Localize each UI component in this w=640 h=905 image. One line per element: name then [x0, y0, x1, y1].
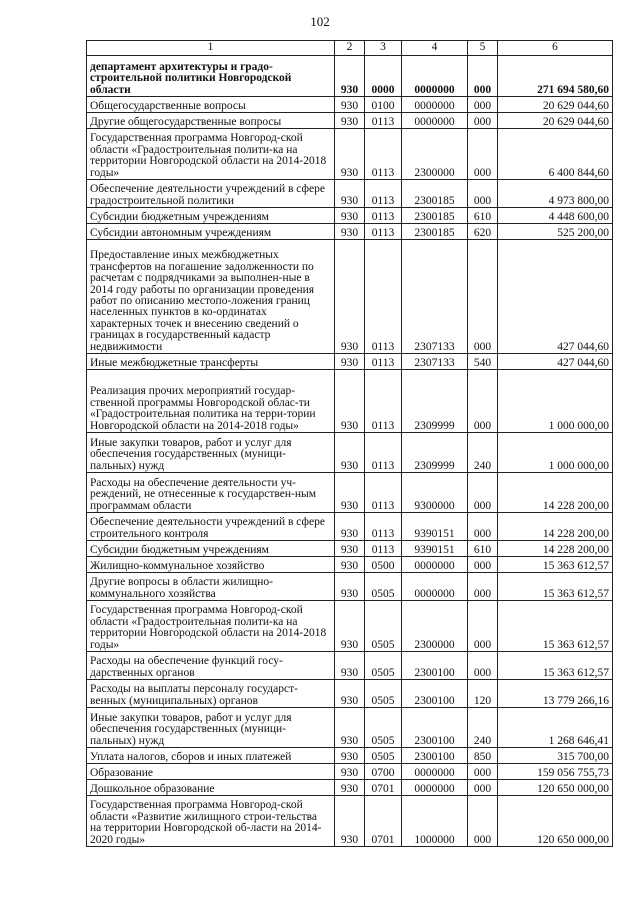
amount-cell: 20 629 044,60 — [498, 113, 613, 129]
description-cell: департамент архитектуры и градо-строительной политики Новгородской области — [87, 56, 335, 97]
expense-type-cell: 000 — [468, 370, 498, 433]
description-cell: Дошкольное образование — [87, 780, 335, 796]
description-cell: Субсидии бюджетным учреждениям — [87, 208, 335, 224]
target-article-cell: 0000000 — [402, 97, 468, 113]
description-cell: Иные закупки товаров, работ и услуг для обеспечения государственных (муници-пальных) нужд — [87, 433, 335, 473]
section-code-cell: 0100 — [365, 97, 402, 113]
table-row — [87, 56, 613, 97]
header-cell: 3 — [365, 41, 402, 56]
expense-type-cell: 000 — [468, 573, 498, 601]
target-article-cell: 0000000 — [402, 56, 468, 97]
header-cell: 1 — [87, 41, 335, 56]
expense-type-cell: 610 — [468, 208, 498, 224]
description-cell: Уплата налогов, сборов и иных платежей — [87, 748, 335, 764]
table-row — [87, 473, 613, 513]
table-row — [87, 601, 613, 652]
section-code-cell: 0113 — [365, 513, 402, 541]
target-article-cell: 0000000 — [402, 113, 468, 129]
target-article-cell: 0000000 — [402, 557, 468, 573]
table-row — [87, 680, 613, 708]
expense-type-cell: 000 — [468, 97, 498, 113]
expense-type-cell: 000 — [468, 513, 498, 541]
grbs-code-cell: 930 — [335, 764, 365, 780]
expense-type-cell: 000 — [468, 601, 498, 652]
grbs-code-cell: 930 — [335, 796, 365, 847]
description-cell: Другие вопросы в области жилищно-коммунального хозяйства — [87, 573, 335, 601]
table-row — [87, 557, 613, 573]
amount-cell: 271 694 580,60 — [498, 56, 613, 97]
amount-cell: 1 000 000,00 — [498, 433, 613, 473]
expense-type-cell: 000 — [468, 56, 498, 97]
description-cell: Реализация прочих мероприятий государ-ственной программы Новгородской облас-ти «Градостроительная политика на терри-тории Новгородской области на 2014-2018 годы» — [87, 370, 335, 433]
description-cell: Государственная программа Новгород-ской области «Градостроительная полити-ка на территории Новгородской области на 2014-2018 годы» — [87, 129, 335, 180]
description-cell: Иные закупки товаров, работ и услуг для обеспечения государственных (муници-пальных) нужд — [87, 708, 335, 748]
table-row — [87, 764, 613, 780]
table-row — [87, 208, 613, 224]
target-article-cell: 2300000 — [402, 601, 468, 652]
grbs-code-cell: 930 — [335, 370, 365, 433]
section-code-cell: 0113 — [365, 370, 402, 433]
table-row — [87, 652, 613, 680]
table-row — [87, 129, 613, 180]
description-cell: Общегосударственные вопросы — [87, 97, 335, 113]
section-code-cell: 0113 — [365, 180, 402, 208]
table-row — [87, 796, 613, 847]
table-row — [87, 97, 613, 113]
table-row — [87, 240, 613, 354]
table-row — [87, 113, 613, 129]
budget-table-body — [87, 41, 613, 847]
table-row — [87, 541, 613, 557]
expense-type-cell: 000 — [468, 240, 498, 354]
description-cell: Государственная программа Новгород-ской области «Развитие жилищного строи-тельства на территории Новгородской об-ласти на 2014-2020 годы» — [87, 796, 335, 847]
grbs-code-cell: 930 — [335, 354, 365, 370]
expense-type-cell: 000 — [468, 129, 498, 180]
amount-cell: 120 650 000,00 — [498, 780, 613, 796]
expense-type-cell: 000 — [468, 113, 498, 129]
amount-cell: 15 363 612,57 — [498, 573, 613, 601]
expense-type-cell: 000 — [468, 780, 498, 796]
table-row — [87, 708, 613, 748]
amount-cell: 315 700,00 — [498, 748, 613, 764]
description-cell: Субсидии бюджетным учреждениям — [87, 541, 335, 557]
target-article-cell: 2300185 — [402, 224, 468, 240]
grbs-code-cell: 930 — [335, 541, 365, 557]
grbs-code-cell: 930 — [335, 573, 365, 601]
amount-cell: 4 973 800,00 — [498, 180, 613, 208]
expense-type-cell: 000 — [468, 473, 498, 513]
table-row — [87, 748, 613, 764]
grbs-code-cell: 930 — [335, 56, 365, 97]
target-article-cell: 0000000 — [402, 573, 468, 601]
header-cell: 2 — [335, 41, 365, 56]
grbs-code-cell: 930 — [335, 601, 365, 652]
amount-cell: 15 363 612,57 — [498, 601, 613, 652]
amount-cell: 427 044,60 — [498, 240, 613, 354]
description-cell: Расходы на выплаты персоналу государст-венных (муниципальных) органов — [87, 680, 335, 708]
amount-cell: 13 779 266,16 — [498, 680, 613, 708]
section-code-cell: 0505 — [365, 708, 402, 748]
table-row — [87, 573, 613, 601]
target-article-cell: 2300100 — [402, 708, 468, 748]
section-code-cell: 0113 — [365, 433, 402, 473]
grbs-code-cell: 930 — [335, 97, 365, 113]
page-number: 102 — [310, 14, 330, 29]
expense-type-cell: 240 — [468, 433, 498, 473]
target-article-cell: 2309999 — [402, 433, 468, 473]
section-code-cell: 0113 — [365, 224, 402, 240]
target-article-cell: 2300100 — [402, 652, 468, 680]
expense-type-cell: 000 — [468, 652, 498, 680]
budget-table — [86, 40, 613, 847]
table-row — [87, 513, 613, 541]
expense-type-cell: 000 — [468, 180, 498, 208]
grbs-code-cell: 930 — [335, 513, 365, 541]
target-article-cell: 2300000 — [402, 129, 468, 180]
expense-type-cell: 000 — [468, 764, 498, 780]
grbs-code-cell: 930 — [335, 180, 365, 208]
header-cell: 4 — [402, 41, 468, 56]
table-row — [87, 370, 613, 433]
target-article-cell: 9390151 — [402, 541, 468, 557]
description-cell: Другие общегосударственные вопросы — [87, 113, 335, 129]
grbs-code-cell: 930 — [335, 473, 365, 513]
expense-type-cell: 240 — [468, 708, 498, 748]
table-header-row — [87, 41, 613, 56]
section-code-cell: 0505 — [365, 652, 402, 680]
target-article-cell: 9390151 — [402, 513, 468, 541]
amount-cell: 427 044,60 — [498, 354, 613, 370]
expense-type-cell: 610 — [468, 541, 498, 557]
header-cell: 5 — [468, 41, 498, 56]
target-article-cell: 1000000 — [402, 796, 468, 847]
target-article-cell: 0000000 — [402, 780, 468, 796]
grbs-code-cell: 930 — [335, 780, 365, 796]
grbs-code-cell: 930 — [335, 557, 365, 573]
section-code-cell: 0505 — [365, 680, 402, 708]
table-row — [87, 433, 613, 473]
amount-cell: 4 448 600,00 — [498, 208, 613, 224]
grbs-code-cell: 930 — [335, 680, 365, 708]
table-row — [87, 180, 613, 208]
table-row — [87, 354, 613, 370]
description-cell: Обеспечение деятельности учреждений в сфере градостроительной политики — [87, 180, 335, 208]
header-cell: 6 — [498, 41, 613, 56]
section-code-cell: 0505 — [365, 601, 402, 652]
amount-cell: 14 228 200,00 — [498, 473, 613, 513]
section-code-cell: 0505 — [365, 573, 402, 601]
description-cell: Образование — [87, 764, 335, 780]
target-article-cell: 9300000 — [402, 473, 468, 513]
expense-type-cell: 850 — [468, 748, 498, 764]
target-article-cell: 2300100 — [402, 748, 468, 764]
expense-type-cell: 620 — [468, 224, 498, 240]
section-code-cell: 0113 — [365, 473, 402, 513]
description-cell: Иные межбюджетные трансферты — [87, 354, 335, 370]
target-article-cell: 2300185 — [402, 208, 468, 224]
grbs-code-cell: 930 — [335, 224, 365, 240]
grbs-code-cell: 930 — [335, 708, 365, 748]
target-article-cell: 2307133 — [402, 240, 468, 354]
expense-type-cell: 540 — [468, 354, 498, 370]
section-code-cell: 0113 — [365, 354, 402, 370]
grbs-code-cell: 930 — [335, 240, 365, 354]
description-cell: Жилищно-коммунальное хозяйство — [87, 557, 335, 573]
description-cell: Расходы на обеспечение деятельности уч-реждений, не отнесенные к государствен-ным программам области — [87, 473, 335, 513]
amount-cell: 525 200,00 — [498, 224, 613, 240]
amount-cell: 159 056 755,73 — [498, 764, 613, 780]
table-row — [87, 780, 613, 796]
section-code-cell: 0701 — [365, 780, 402, 796]
target-article-cell: 0000000 — [402, 764, 468, 780]
section-code-cell: 0000 — [365, 56, 402, 97]
amount-cell: 1 000 000,00 — [498, 370, 613, 433]
expense-type-cell: 000 — [468, 796, 498, 847]
amount-cell: 14 228 200,00 — [498, 541, 613, 557]
section-code-cell: 0701 — [365, 796, 402, 847]
description-cell: Предоставление иных межбюджетных трансфертов на погашение задолженности по расчетам с подрядчиками за выполнен-ные в 2014 году работы по организации проведения работ по описанию местопо-ложения границ населенных пунктов в ко-ординатах характерных точек и внесению сведений о границах в государственный кадастр недвижимости — [87, 240, 335, 354]
section-code-cell: 0113 — [365, 129, 402, 180]
description-cell: Обеспечение деятельности учреждений в сфере строительного контроля — [87, 513, 335, 541]
section-code-cell: 0113 — [365, 240, 402, 354]
grbs-code-cell: 930 — [335, 433, 365, 473]
section-code-cell: 0505 — [365, 748, 402, 764]
description-cell: Расходы на обеспечение функций госу-дарственных органов — [87, 652, 335, 680]
table-row — [87, 224, 613, 240]
target-article-cell: 2300185 — [402, 180, 468, 208]
amount-cell: 6 400 844,60 — [498, 129, 613, 180]
amount-cell: 15 363 612,57 — [498, 557, 613, 573]
grbs-code-cell: 930 — [335, 652, 365, 680]
section-code-cell: 0700 — [365, 764, 402, 780]
grbs-code-cell: 930 — [335, 208, 365, 224]
amount-cell: 120 650 000,00 — [498, 796, 613, 847]
description-cell: Государственная программа Новгород-ской области «Градостроительная полити-ка на территории Новгородской области на 2014-2018 годы» — [87, 601, 335, 652]
amount-cell: 15 363 612,57 — [498, 652, 613, 680]
description-cell: Субсидии автономным учреждениям — [87, 224, 335, 240]
amount-cell: 1 268 646,41 — [498, 708, 613, 748]
section-code-cell: 0113 — [365, 208, 402, 224]
amount-cell: 20 629 044,60 — [498, 97, 613, 113]
section-code-cell: 0113 — [365, 541, 402, 557]
amount-cell: 14 228 200,00 — [498, 513, 613, 541]
expense-type-cell: 000 — [468, 557, 498, 573]
target-article-cell: 2300100 — [402, 680, 468, 708]
section-code-cell: 0500 — [365, 557, 402, 573]
target-article-cell: 2309999 — [402, 370, 468, 433]
grbs-code-cell: 930 — [335, 113, 365, 129]
grbs-code-cell: 930 — [335, 748, 365, 764]
grbs-code-cell: 930 — [335, 129, 365, 180]
expense-type-cell: 120 — [468, 680, 498, 708]
target-article-cell: 2307133 — [402, 354, 468, 370]
section-code-cell: 0113 — [365, 113, 402, 129]
